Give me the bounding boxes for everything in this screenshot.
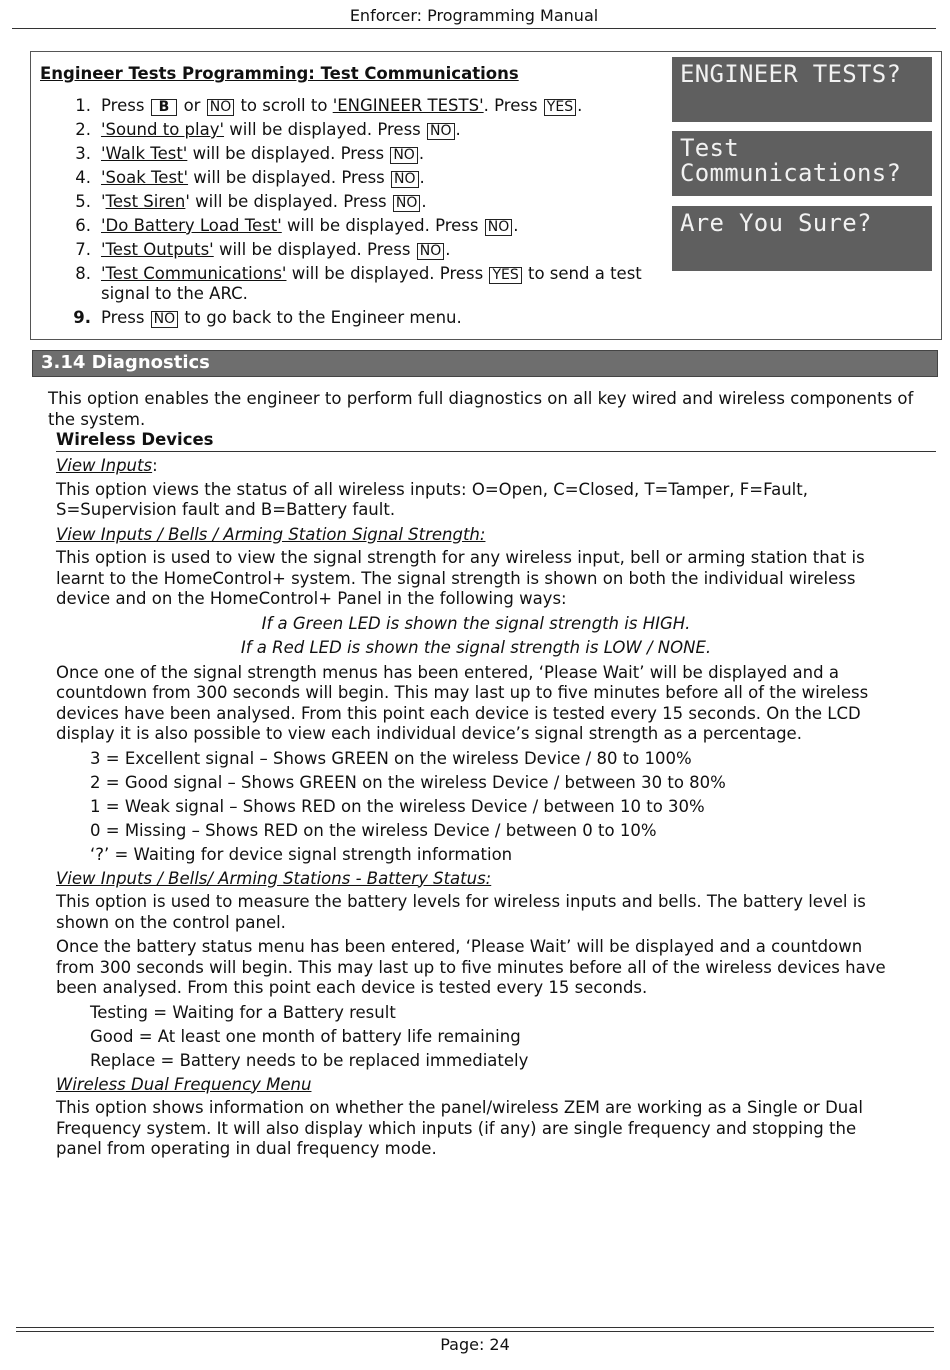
- step-number: 3.: [75, 144, 91, 163]
- menu-label: 'Soak Test': [101, 168, 189, 187]
- subheading: View Inputs:: [56, 456, 158, 475]
- lcd-display-3: Are You Sure?: [672, 206, 932, 271]
- lcd-display-2: Test Communications?: [672, 131, 932, 196]
- indented-item: 1 = Weak signal – Shows RED on the wireless Device / between 10 to 30%: [90, 796, 705, 816]
- footer-divider: [16, 1331, 934, 1332]
- step-text-fragment: or: [178, 96, 206, 115]
- step-text-fragment: will be displayed. Press: [213, 240, 416, 259]
- step-text: [101, 192, 671, 212]
- step-item: [61, 264, 671, 304]
- step-text-fragment: .: [577, 96, 583, 115]
- step-text: [101, 144, 671, 164]
- keypad-key-b: B: [151, 99, 178, 116]
- step-text-fragment: . Press: [483, 96, 543, 115]
- step-item: [61, 120, 671, 140]
- indented-item: Good = At least one month of battery life remaining: [90, 1026, 521, 1046]
- indented-item: 3 = Excellent signal – Shows GREEN on the wireless Device / 80 to 100%: [90, 748, 692, 768]
- lcd-display-1: ENGINEER TESTS?: [672, 57, 932, 122]
- engineer-tests-title: Engineer Tests Programming: Test Communications: [40, 64, 519, 83]
- keypad-key-yes: YES: [544, 99, 576, 116]
- menu-label: 'Sound to play': [101, 120, 225, 139]
- paragraph: This option is used to view the signal strength for any wireless input, bell or arming station that is learnt to the HomeControl+ system. The signal strength is shown on both the individual wireless device and on the HomeControl+ Panel in the following ways:: [56, 548, 865, 608]
- step-number: 1.: [75, 96, 91, 115]
- step-text-fragment: to go back to the Engineer menu.: [179, 308, 462, 327]
- paragraph: Once one of the signal strength menus has been entered, ‘Please Wait’ will be displayed and a countdown from 300 seconds will begin. This may last up to five minutes before all of the wireless devices have been analysed. From this point each device is tested every 15 seconds. On the LCD display it is also possible to view each individual device’s signal strength as a percentage.: [56, 662, 869, 743]
- step-text-fragment: will be displayed. Press: [224, 120, 427, 139]
- step-text-fragment: .: [445, 240, 451, 259]
- step-text-fragment: to send a test signal to the ARC.: [101, 264, 642, 303]
- paragraph: This option is used to measure the battery levels for wireless inputs and bells. The battery level is shown on the control panel.: [56, 892, 866, 932]
- subheading: Wireless Dual Frequency Menu: [56, 1074, 312, 1094]
- indented-item: ‘?’ = Waiting for device signal strength information: [90, 844, 513, 864]
- step-text-fragment: ': [101, 192, 106, 211]
- subheading: View Inputs / Bells / Arming Station Signal Strength:: [56, 524, 486, 544]
- indented-item: 2 = Good signal – Shows GREEN on the wireless Device / between 30 to 80%: [90, 772, 726, 792]
- keypad-key-no: NO: [151, 311, 179, 328]
- section-heading: 3.14 Diagnostics: [32, 350, 938, 377]
- step-text-fragment: .: [419, 168, 425, 187]
- keypad-key-yes: YES: [489, 267, 521, 284]
- page-header: Enforcer: Programming Manual: [12, 6, 936, 29]
- wireless-devices-content: [56, 455, 896, 1164]
- step-text: [101, 96, 671, 116]
- led-note: If a Green LED is shown the signal strength is HIGH.: [261, 613, 691, 633]
- keypad-key-no: NO: [393, 195, 421, 212]
- wireless-devices-heading: Wireless Devices: [56, 429, 936, 452]
- step-text: [101, 168, 671, 188]
- step-text: [101, 308, 671, 328]
- step-text-fragment: will be displayed. Press: [286, 264, 489, 283]
- step-item: [61, 308, 671, 328]
- indented-item: Replace = Battery needs to be replaced immediately: [90, 1050, 529, 1070]
- step-number: 9.: [73, 308, 91, 327]
- step-text-fragment: ' will be displayed. Press: [185, 192, 392, 211]
- step-item: [61, 216, 671, 236]
- menu-label: 'Walk Test': [101, 144, 188, 163]
- step-item: [61, 240, 671, 260]
- menu-label: 'ENGINEER TESTS': [332, 96, 484, 115]
- paragraph: This option views the status of all wireless inputs: O=Open, C=Closed, T=Tamper, F=Fault, S=Supervision fault and B=Battery fault.: [56, 479, 808, 519]
- keypad-key-no: NO: [485, 219, 513, 236]
- keypad-key-no: NO: [207, 99, 235, 116]
- step-item: [61, 144, 671, 164]
- keypad-key-no: NO: [417, 243, 445, 260]
- step-text: [101, 264, 671, 304]
- step-text-fragment: will be displayed. Press: [188, 168, 391, 187]
- subheading: View Inputs / Bells/ Arming Stations - Battery Status:: [56, 868, 492, 888]
- led-note: If a Red LED is shown the signal strength is LOW / NONE.: [240, 638, 712, 657]
- keypad-key-no: NO: [427, 123, 455, 140]
- step-item: [61, 168, 671, 188]
- step-text-fragment: .: [455, 120, 461, 139]
- step-text-fragment: will be displayed. Press: [281, 216, 484, 235]
- menu-label: 'Test Outputs': [101, 240, 214, 259]
- page-number: Page: 24: [440, 1335, 510, 1354]
- footer-divider: [16, 1327, 934, 1328]
- step-text-fragment: .: [418, 144, 425, 163]
- step-text: [101, 240, 671, 260]
- step-item: [61, 96, 671, 116]
- step-text-fragment: will be displayed. Press: [187, 144, 390, 163]
- step-text-fragment: Press: [101, 308, 150, 327]
- keypad-key-no: NO: [390, 147, 418, 164]
- step-text: [101, 120, 671, 140]
- step-text: [101, 216, 671, 236]
- step-number: 4.: [75, 168, 91, 187]
- keypad-key-no: NO: [391, 171, 419, 188]
- paragraph: This option shows information on whether the panel/wireless ZEM are working as a Single or Dual Frequency system. It will also display which inputs (if any) are single frequency and stopping the panel from operating in dual frequency mode.: [56, 1098, 863, 1158]
- step-number: 5.: [75, 192, 91, 211]
- step-text-fragment: Press: [101, 96, 150, 115]
- section-intro: This option enables the engineer to perform full diagnostics on all key wired and wireless components of the system.: [48, 389, 914, 429]
- steps-list: [61, 96, 671, 332]
- indented-item: 0 = Missing – Shows RED on the wireless Device / between 0 to 10%: [90, 820, 657, 840]
- step-number: 7.: [75, 240, 91, 259]
- menu-label: 'Do Battery Load Test': [101, 216, 282, 235]
- menu-label: 'Test Communications': [101, 264, 287, 283]
- indented-item: Testing = Waiting for a Battery result: [90, 1002, 396, 1022]
- step-text-fragment: .: [421, 192, 427, 211]
- paragraph: Once the battery status menu has been entered, ‘Please Wait’ will be displayed and a countdown from 300 seconds will begin. This may last up to five minutes before all of the wireless devices have been analysed. From this point each device is tested every 15 seconds.: [56, 937, 886, 997]
- step-text-fragment: to scroll to: [235, 96, 333, 115]
- step-number: 2.: [75, 120, 91, 139]
- step-item: [61, 192, 671, 212]
- step-text-fragment: .: [513, 216, 519, 235]
- menu-label: Test Siren: [105, 192, 186, 211]
- step-number: 8.: [75, 264, 91, 283]
- step-number: 6.: [75, 216, 91, 235]
